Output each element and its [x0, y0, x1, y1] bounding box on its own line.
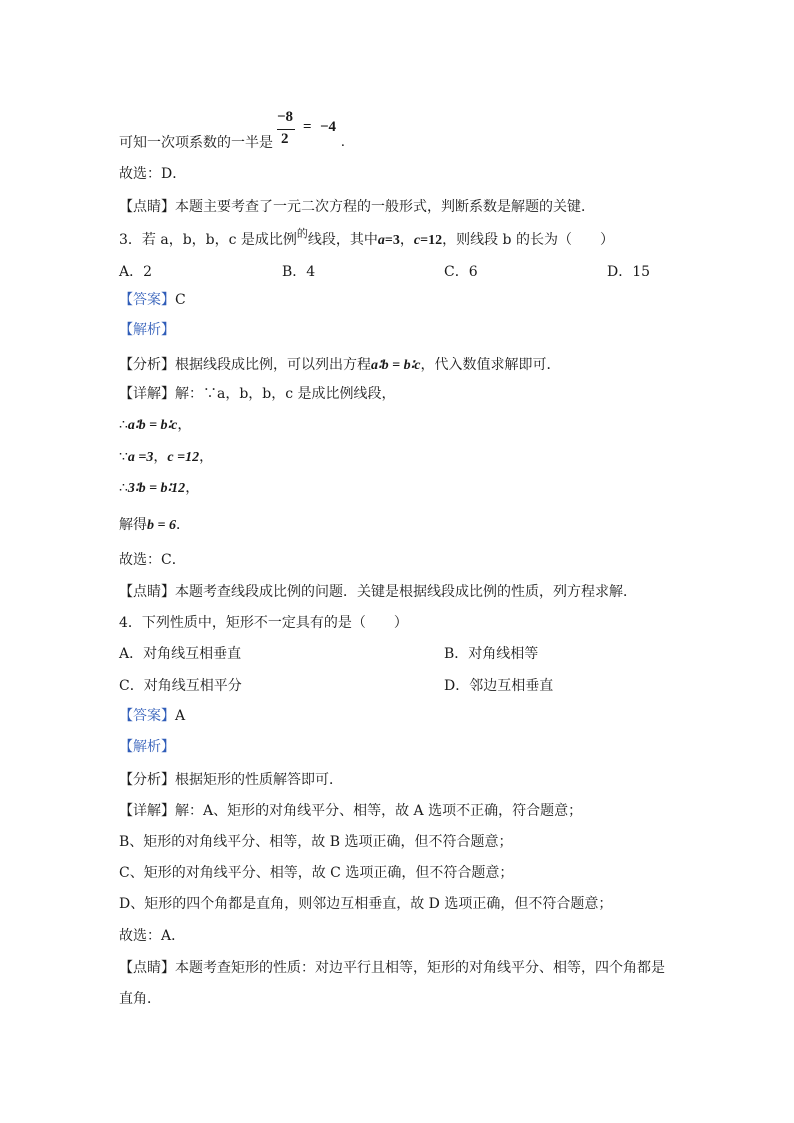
step3-end: ， [185, 480, 200, 496]
therefore-symbol: ∴ [119, 417, 128, 433]
q4-fenxi-tag: 【分析】 [119, 772, 175, 788]
q3-comment-text: 本题考查线段成比例的问题．关键是根据线段成比例的性质，列方程求解． [175, 584, 637, 600]
q3-step3 [119, 478, 199, 499]
q3-sep: ， [399, 232, 414, 248]
solve-prefix: 解得 [119, 517, 147, 533]
q3-fenxi [119, 355, 560, 376]
q3-comment [119, 582, 637, 602]
step2-sep: ， [153, 449, 168, 465]
fraction-bar [277, 129, 295, 130]
q3-option-b: B．4 [282, 264, 316, 280]
solve-eq: b = 6 [147, 518, 176, 533]
fenxi-a: 根据线段成比例，可以列出方程 [175, 357, 371, 373]
q4-answer-value: A [175, 708, 186, 724]
solve-end: ． [175, 517, 190, 533]
comment-tag: 【点睛】 [119, 199, 175, 215]
answer-tag: 【答案】 [119, 292, 175, 308]
comment-q2 [119, 197, 595, 217]
q3-option-c: C．6 [444, 264, 478, 280]
q3-option-a: A．2 [119, 264, 153, 280]
step1-end: ， [177, 417, 192, 433]
q4-detail-a-text: 解：A、矩形的对角线平分、相等，故 A 选项不正确，符合题意； [175, 803, 583, 819]
q3-a-val: =3 [384, 233, 400, 248]
q4-comment [119, 958, 665, 978]
step2-end: ， [199, 449, 214, 465]
q3-stem [119, 227, 614, 251]
q4-fenxi-text: 根据矩形的性质解答即可． [175, 772, 343, 788]
q3-step1 [119, 415, 191, 436]
step2-c: c =12 [167, 450, 200, 465]
q4-analysis-tag [119, 737, 175, 757]
detail-text: 解：∵a，b，b，c 是成比例线段， [175, 386, 396, 402]
intro-prefix: 可知一次项系数的一半是 [119, 135, 273, 151]
q4-detail-tag: 【详解】 [119, 803, 175, 819]
q4-comment-tag: 【点睛】 [119, 960, 175, 976]
q3-stem-b: 线段，其中 [307, 232, 378, 248]
q4-option-c: C．对角线互相平分 [119, 678, 242, 694]
q4-comment-1: 本题考查矩形的性质：对边平行且相等，矩形的对角线平分、相等，四个角都是 [175, 960, 665, 976]
q4-detail-a [119, 801, 582, 821]
fenxi-tag: 【分析】 [119, 357, 175, 373]
q3-stem-a: 3．若 a，b，b，c 是成比例 [119, 232, 297, 248]
q3-stem-de: 的 [296, 227, 308, 240]
intro-line [119, 133, 273, 153]
fenxi-eq: a∶b = b∶c [371, 358, 421, 373]
step3-eq: 3∶b = b∶12 [127, 481, 186, 496]
q3-analysis-tag [119, 320, 175, 340]
answer-value: C [175, 292, 186, 308]
comment-text: 本题主要考查了一元二次方程的一般形式，判断系数是解题的关键． [175, 199, 595, 215]
fraction-result: −4 [320, 119, 337, 135]
q4-answer-tag: 【答案】 [119, 708, 175, 724]
q4-option-b: B．对角线相等 [444, 646, 539, 662]
because-symbol: ∵ [119, 449, 128, 465]
q4-choose: 故选：A． [119, 928, 186, 944]
q3-solve [119, 515, 190, 536]
fenxi-b: ，代入数值求解即可． [420, 357, 561, 373]
intro-period: . [341, 134, 345, 150]
q4-detail-d: D、矩形的四个角都是直角，则邻边互相垂直，故 D 选项正确，但不符合题意； [119, 896, 613, 912]
q4-option-a: A．对角线互相垂直 [119, 646, 242, 662]
q3-comment-tag: 【点睛】 [119, 584, 175, 600]
q3-answer [119, 290, 186, 310]
equals-sign: = [303, 119, 312, 135]
q3-option-d: D．15 [607, 264, 651, 280]
q3-choose: 故选：C． [119, 552, 186, 568]
analysis-tag: 【解析】 [119, 322, 175, 338]
q3-a-var: a [377, 233, 385, 248]
q4-option-d: D．邻边互相垂直 [444, 678, 554, 694]
q4-answer [119, 706, 185, 726]
fraction-numerator: −8 [277, 109, 294, 125]
q4-detail-c: C、矩形的对角线平分、相等，故 C 选项正确，但不符合题意； [119, 865, 514, 881]
fraction-denominator: 2 [281, 131, 289, 147]
q4-fenxi [119, 770, 343, 790]
q3-detail [119, 384, 396, 404]
q4-analysis-label: 【解析】 [119, 739, 175, 755]
step2-a: a =3 [127, 450, 154, 465]
therefore-symbol-2: ∴ [119, 480, 128, 496]
q3-step2 [119, 447, 213, 468]
q4-stem: 4．下列性质中，矩形不一定具有的是（ ） [119, 615, 408, 631]
step1-eq: a∶b = b∶c [127, 418, 178, 433]
q3-c-var: c [413, 233, 421, 248]
q3-c-val: =12 [420, 233, 443, 248]
q4-comment-line-2: 直角． [119, 991, 161, 1007]
q3-stem-c: ，则线段 b 的长为（ ） [442, 232, 614, 248]
q4-detail-b: B、矩形的对角线平分、相等，故 B 选项正确，但不符合题意； [119, 834, 513, 850]
detail-tag: 【详解】 [119, 386, 175, 402]
choose-d-line: 故选：D． [119, 166, 187, 182]
